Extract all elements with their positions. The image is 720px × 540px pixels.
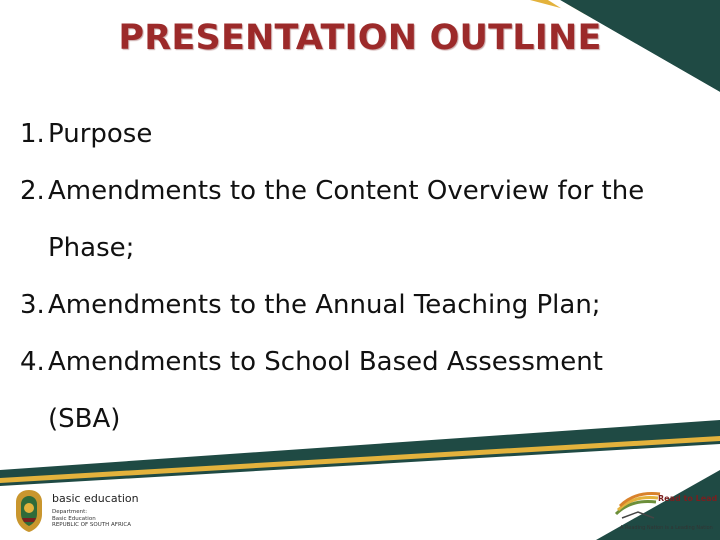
campaign-title: Read to Lead <box>658 494 718 503</box>
item-text: Amendments to the Annual Teaching Plan; <box>48 290 601 320</box>
department-sub-line: Basic Education <box>52 515 96 522</box>
item-number: 4. <box>20 347 45 377</box>
item-number: 1. <box>20 119 45 149</box>
slide-title: PRESENTATION OUTLINE <box>118 18 602 58</box>
list-item <box>20 334 680 448</box>
department-sub-line: Department: <box>52 509 88 515</box>
item-text: Amendments to the Content Overview for the Phase; <box>48 176 645 263</box>
department-name: basic education <box>52 492 139 505</box>
read-to-lead-logo <box>614 488 718 536</box>
department-logo <box>10 488 170 534</box>
list-item <box>20 163 680 277</box>
department-sub-line: REPUBLIC OF SOUTH AFRICA <box>52 522 131 528</box>
campaign-tagline: A Reading Nation is a Leading Nation <box>620 525 713 531</box>
item-number: 3. <box>20 290 45 320</box>
list-item <box>20 106 680 163</box>
book-icon <box>614 488 664 522</box>
item-text: Purpose <box>48 119 153 149</box>
item-text: Amendments to School Based Assessment (SBA) <box>48 347 603 434</box>
item-number: 2. <box>20 176 45 206</box>
outline-list <box>20 106 680 448</box>
list-item <box>20 277 680 334</box>
department-sub-lines <box>52 509 162 529</box>
coat-of-arms-icon <box>10 488 48 534</box>
